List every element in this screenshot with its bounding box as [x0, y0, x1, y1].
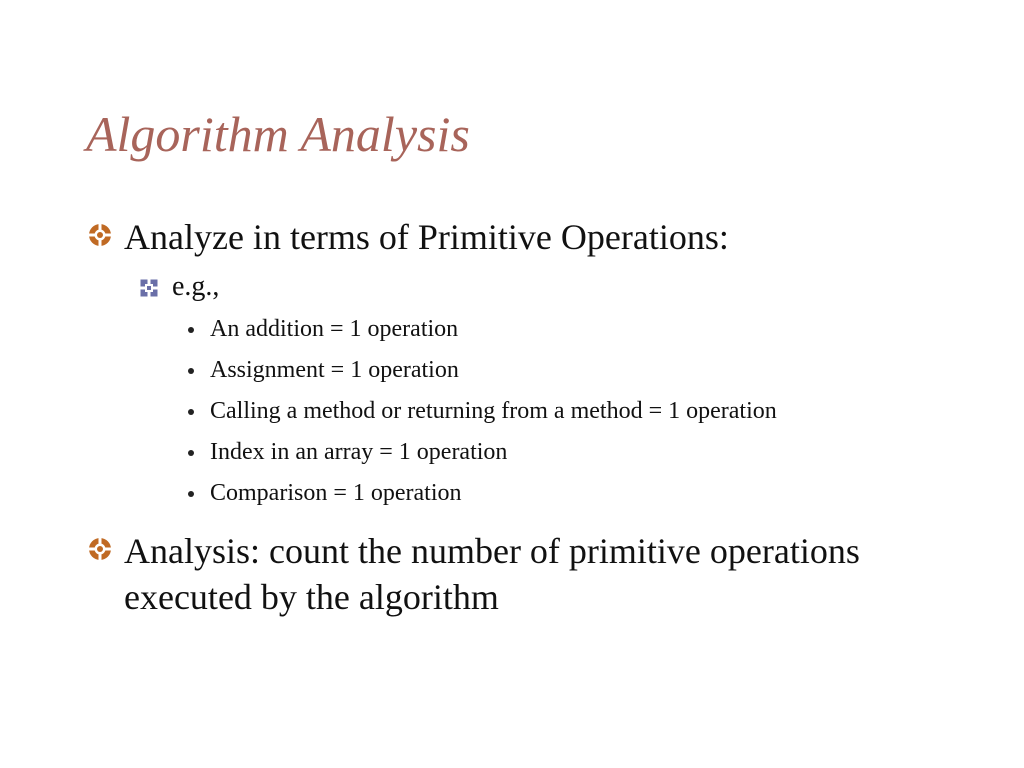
detail-item — [184, 435, 850, 469]
sub-bullet-text: e.g., — [172, 271, 220, 302]
sub-bullet-list — [140, 270, 968, 510]
bullet-text: Analysis: count the number of primitive operations executed by the algorithm — [124, 531, 860, 617]
square-bullet-icon — [140, 279, 158, 297]
dot-bullet-icon — [188, 491, 194, 497]
detail-text: Calling a method or returning from a method = 1 operation — [210, 398, 777, 424]
dot-bullet-icon — [188, 409, 194, 415]
bullet-list — [88, 214, 968, 620]
detail-item — [184, 394, 850, 428]
crosshair-circle-bullet-icon — [88, 537, 112, 561]
detail-list — [184, 312, 968, 510]
sub-bullet-item — [140, 270, 968, 510]
bullet-item — [88, 528, 968, 620]
detail-text: Comparison = 1 operation — [210, 480, 462, 506]
detail-item — [184, 353, 850, 387]
detail-text: Assignment = 1 operation — [210, 357, 459, 383]
detail-item — [184, 312, 850, 346]
detail-text: Index in an array = 1 operation — [210, 439, 508, 465]
dot-bullet-icon — [188, 450, 194, 456]
detail-item — [184, 476, 850, 510]
crosshair-circle-bullet-icon — [88, 223, 112, 247]
dot-bullet-icon — [188, 327, 194, 333]
bullet-text: Analyze in terms of Primitive Operations: — [124, 217, 729, 257]
dot-bullet-icon — [188, 368, 194, 374]
slide-title: Algorithm Analysis — [86, 106, 470, 162]
detail-text: An addition = 1 operation — [210, 316, 459, 342]
bullet-item — [88, 214, 968, 510]
